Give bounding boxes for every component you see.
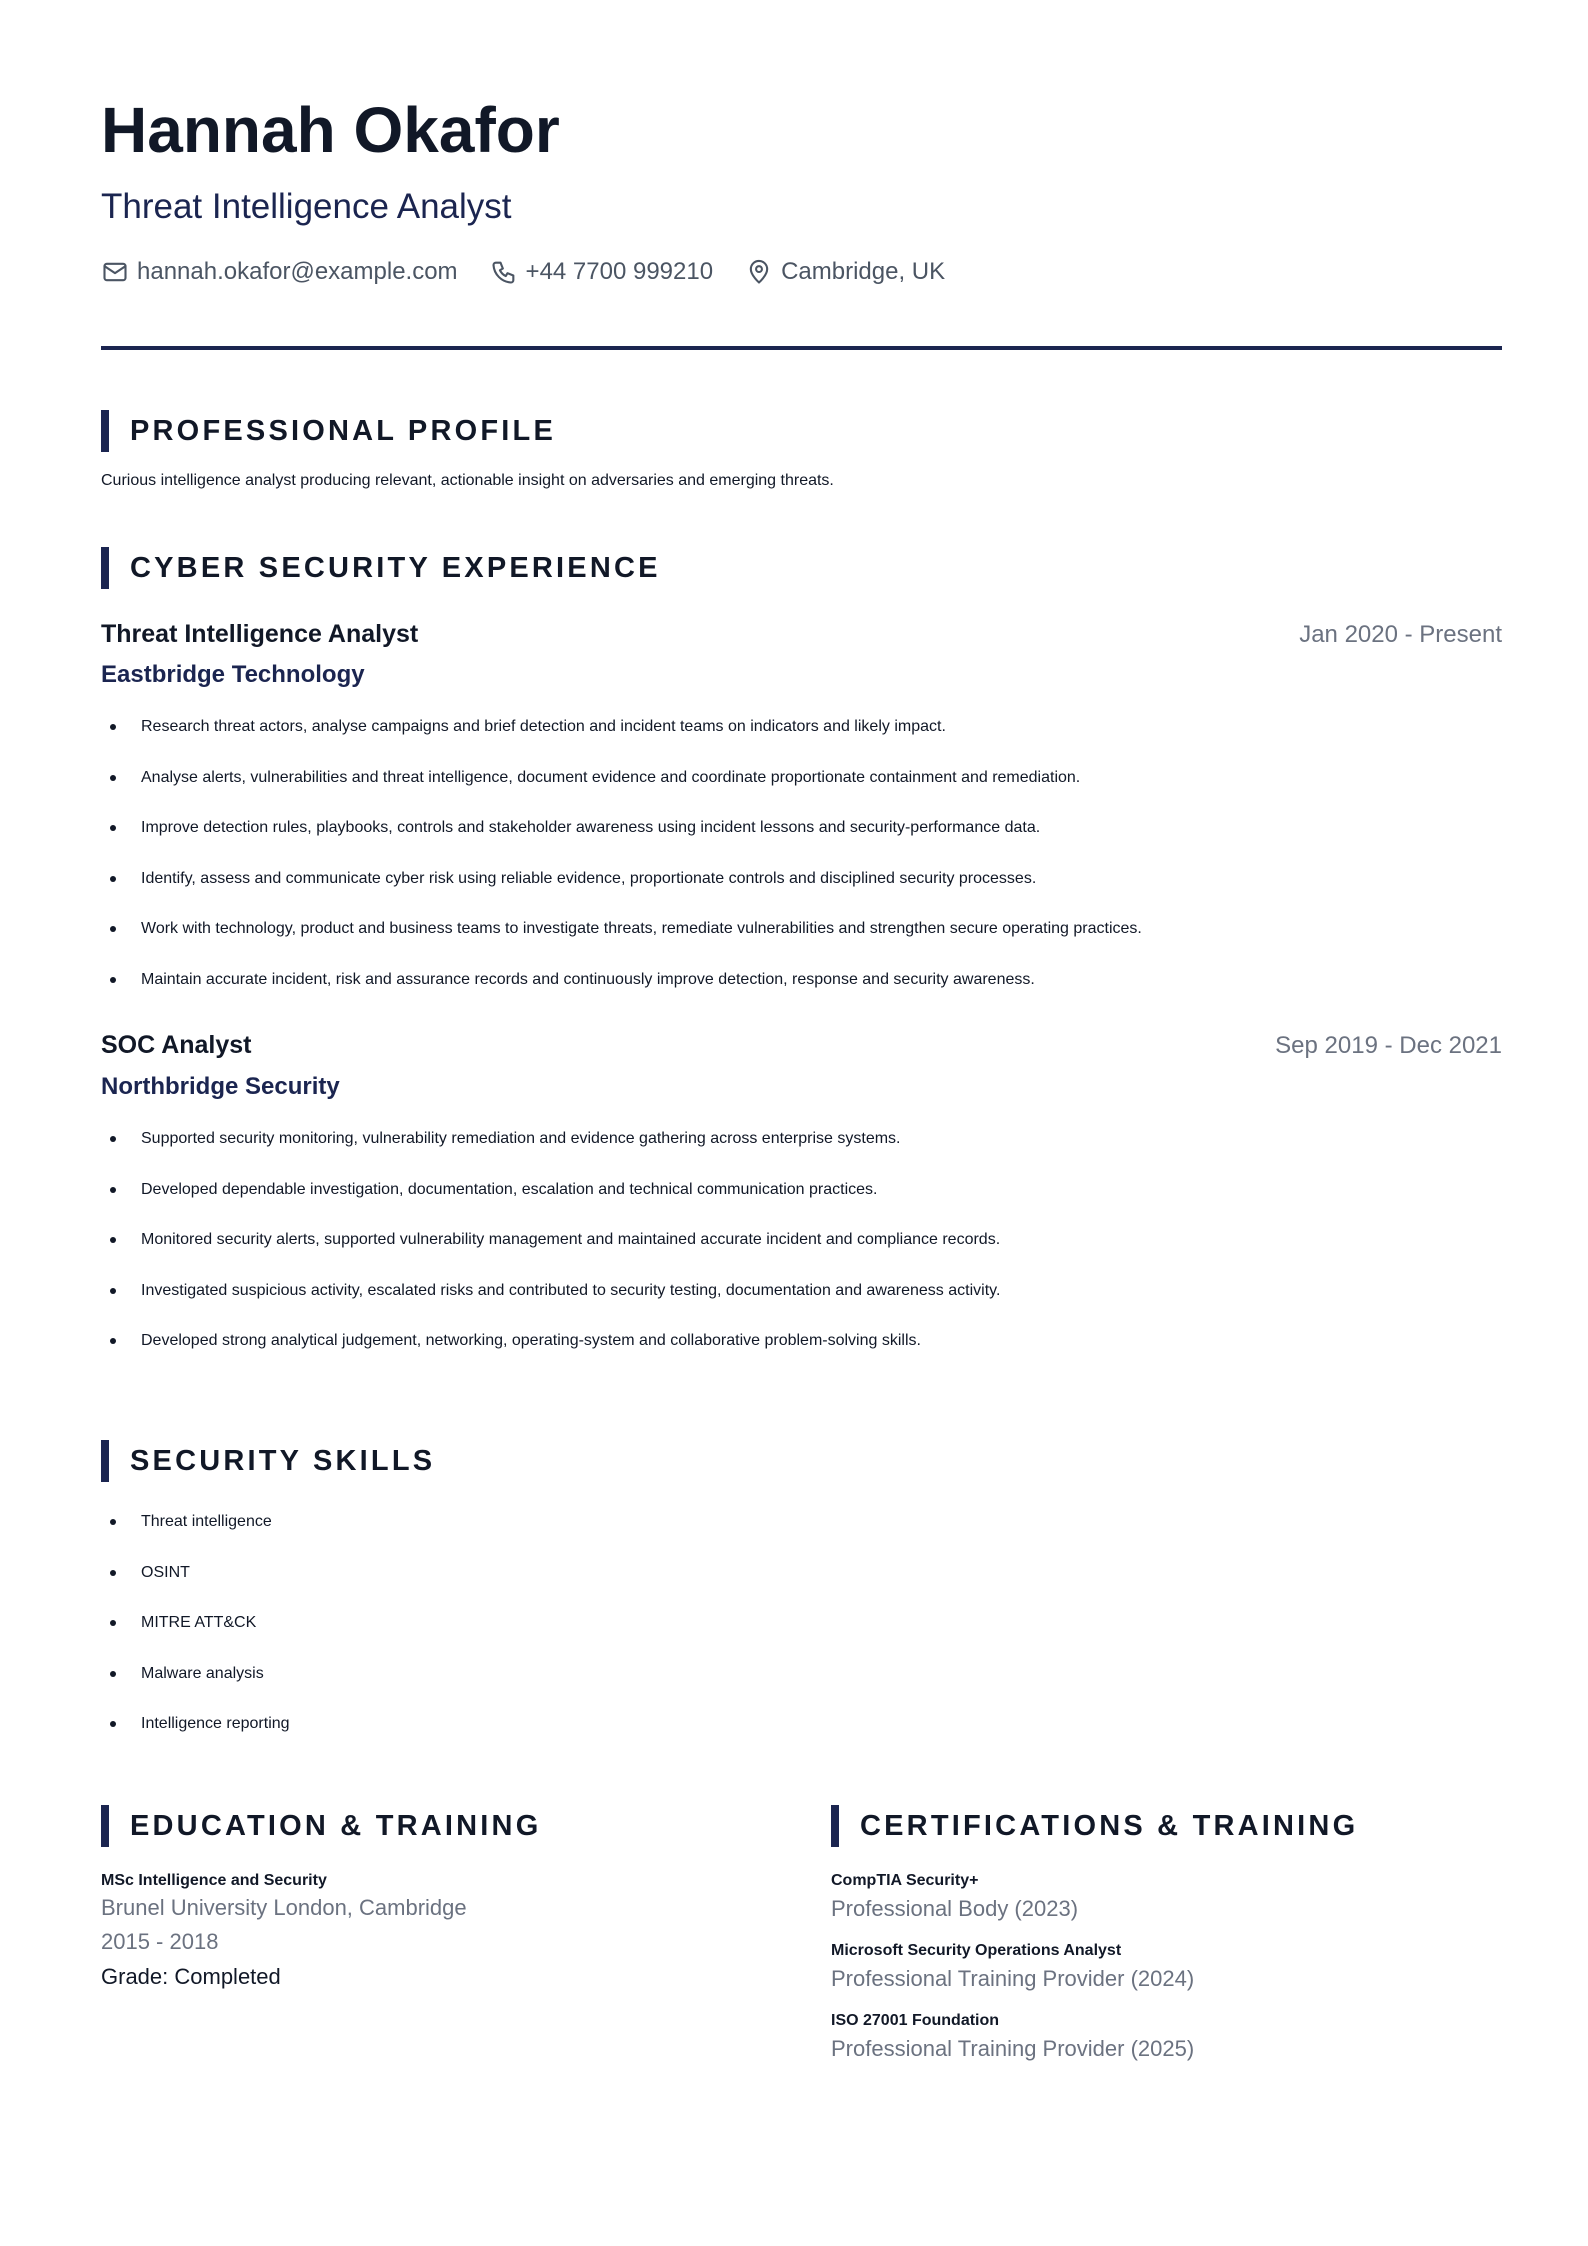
list-item: Threat intelligence xyxy=(101,1511,801,1562)
section-accent-bar xyxy=(101,410,109,452)
section-title: EDUCATION & TRAINING xyxy=(130,1809,542,1842)
section-skills-heading xyxy=(101,1440,435,1482)
list-item: Analyse alerts, vulnerabilities and threat intelligence, document evidence and coordinate proportionate containment and remediation. xyxy=(101,767,1502,818)
skills-list xyxy=(101,1511,801,1764)
section-certifications-heading xyxy=(831,1805,1358,1847)
job-company: Northbridge Security xyxy=(101,1073,340,1100)
certification-name: ISO 27001 Foundation xyxy=(831,2012,1000,2029)
certification-item xyxy=(831,2011,1502,2067)
section-title: SECURITY SKILLS xyxy=(130,1444,436,1477)
certification-body: Professional Body (2023) xyxy=(831,1896,1079,1921)
certification-name: CompTIA Security+ xyxy=(831,1872,979,1889)
job-dates: Sep 2019 - Dec 2021 xyxy=(1275,1032,1502,1059)
list-item: Developed strong analytical judgement, networking, operating-system and collaborative problem-solving skills. xyxy=(101,1330,1502,1381)
school-name: Brunel University London, Cambridge xyxy=(101,1895,467,1920)
section-title: CYBER SECURITY EXPERIENCE xyxy=(130,551,661,584)
list-item: Developed dependable investigation, documentation, escalation and technical communication practices. xyxy=(101,1179,1502,1230)
contact-location xyxy=(745,258,945,286)
degree-name: MSc Intelligence and Security xyxy=(101,1872,327,1889)
contact-email[interactable] xyxy=(101,258,458,286)
section-accent-bar xyxy=(101,1805,109,1847)
job-bullets xyxy=(101,716,1502,1019)
list-item: Malware analysis xyxy=(101,1663,801,1714)
certifications-list xyxy=(831,1871,1502,2081)
education-entry xyxy=(101,1871,791,1995)
phone-icon xyxy=(490,258,518,286)
education-years: 2015 - 2018 xyxy=(101,1929,219,1954)
candidate-name: Hannah Okafor xyxy=(101,94,560,166)
job-dates: Jan 2020 - Present xyxy=(1299,621,1502,648)
contact-row xyxy=(101,258,1502,286)
phone-text: +44 7700 999210 xyxy=(525,258,714,285)
list-item: Investigated suspicious activity, escalated risks and contributed to security testing, documentation and awareness activity. xyxy=(101,1280,1502,1331)
profile-summary: Curious intelligence analyst producing relevant, actionable insight on adversaries and emerging threats. xyxy=(101,472,834,489)
section-education-heading xyxy=(101,1805,541,1847)
section-title: PROFESSIONAL PROFILE xyxy=(130,414,557,447)
resume-header xyxy=(101,88,1502,286)
map-pin-icon xyxy=(745,258,773,286)
list-item: MITRE ATT&CK xyxy=(101,1612,801,1663)
email-text: hannah.okafor@example.com xyxy=(137,258,458,285)
list-item: Monitored security alerts, supported vulnerability management and maintained accurate incident and compliance records. xyxy=(101,1229,1502,1280)
section-experience-heading xyxy=(101,547,661,589)
job-title: Threat Intelligence Analyst xyxy=(101,620,419,648)
certification-name: Microsoft Security Operations Analyst xyxy=(831,1942,1122,1959)
list-item: Research threat actors, analyse campaigns and brief detection and incident teams on indicators and likely impact. xyxy=(101,716,1502,767)
certification-body: Professional Training Provider (2024) xyxy=(831,1966,1195,1991)
certification-body: Professional Training Provider (2025) xyxy=(831,2036,1195,2061)
list-item: Maintain accurate incident, risk and assurance records and continuously improve detection, response and security awareness. xyxy=(101,969,1502,1020)
list-item: OSINT xyxy=(101,1562,801,1613)
candidate-title: Threat Intelligence Analyst xyxy=(101,187,512,226)
header-divider xyxy=(101,346,1502,350)
contact-phone[interactable] xyxy=(490,258,714,286)
certification-item xyxy=(831,1871,1502,1927)
section-accent-bar xyxy=(101,1440,109,1482)
section-accent-bar xyxy=(831,1805,839,1847)
location-text: Cambridge, UK xyxy=(781,258,946,285)
mail-icon xyxy=(101,258,129,286)
job-company: Eastbridge Technology xyxy=(101,661,365,688)
job-title: SOC Analyst xyxy=(101,1031,252,1059)
job-bullets xyxy=(101,1128,1502,1381)
list-item: Work with technology, product and business teams to investigate threats, remediate vulnerabilities and strengthen secure operating practices. xyxy=(101,918,1502,969)
list-item: Identify, assess and communicate cyber risk using reliable evidence, proportionate controls and disciplined security processes. xyxy=(101,868,1502,919)
section-profile-heading xyxy=(101,410,556,452)
list-item: Supported security monitoring, vulnerability remediation and evidence gathering across enterprise systems. xyxy=(101,1128,1502,1179)
list-item: Intelligence reporting xyxy=(101,1713,801,1764)
section-accent-bar xyxy=(101,547,109,589)
list-item: Improve detection rules, playbooks, controls and stakeholder awareness using incident lessons and security-performance data. xyxy=(101,817,1502,868)
certification-item xyxy=(831,1941,1502,1997)
education-grade: Grade: Completed xyxy=(101,1964,281,1989)
section-title: CERTIFICATIONS & TRAINING xyxy=(860,1809,1359,1842)
